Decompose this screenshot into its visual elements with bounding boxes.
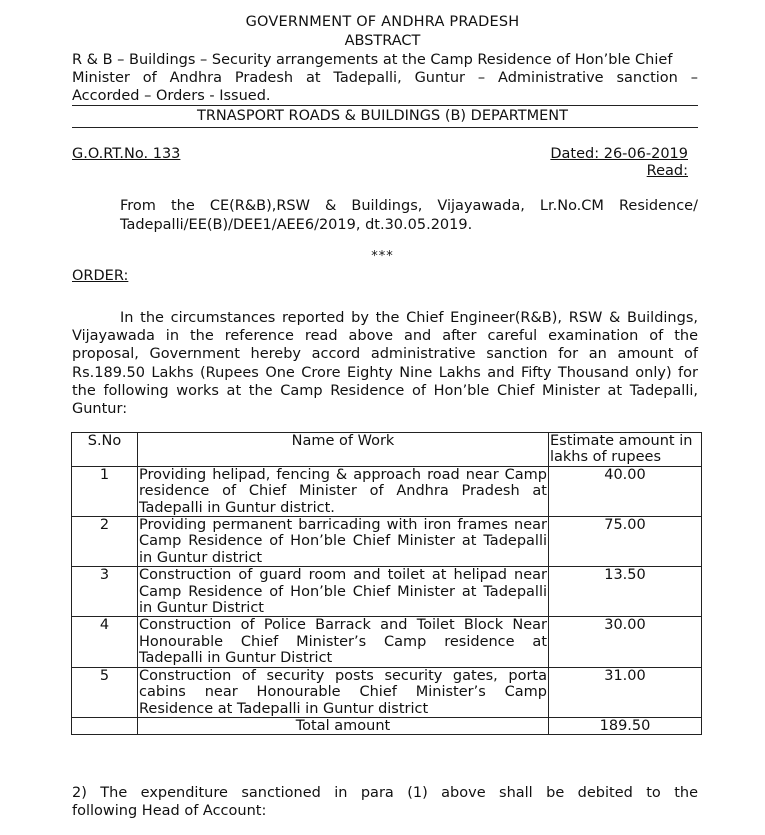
amount-value: 40.00 [604, 466, 646, 483]
row-work [138, 667, 549, 717]
paragraph-2 [72, 784, 698, 820]
abstract-title: ABSTRACT [344, 33, 421, 49]
total-amount-cell [549, 717, 702, 734]
work-line: residence of Chief Minister of Andhra Pradesh at [139, 483, 547, 500]
amount-value: 75.00 [604, 517, 646, 534]
work-line: Tadepalli in Guntur District [139, 650, 333, 667]
order-line: In the circumstances reported by the Chief Engineer(R&B), RSW & Buildings, [120, 310, 698, 326]
work-line: Camp Residence of Hon’ble Chief Minister at Tadepalli [139, 583, 547, 600]
row-work [138, 567, 549, 617]
amount-value: 13.50 [604, 567, 646, 584]
table-row [72, 517, 702, 567]
work-line: in Guntur District [139, 600, 264, 617]
para2-line: following Head of Account: [72, 803, 267, 820]
table-row [72, 466, 702, 516]
row-amount [549, 517, 702, 567]
header-work: Name of Work [138, 433, 549, 467]
work-line: Tadepalli in Guntur district. [139, 499, 335, 516]
order-line: Rs.189.50 Lakhs (Rupees One Crore Eighty Nine Lakhs and Fifty Thousand only) for [72, 364, 698, 381]
government-title: GOVERNMENT OF ANDHRA PRADESH [245, 14, 520, 30]
reference-line: From the CE(R&B),RSW & Buildings, Vijayawada, Lr.No.CM Residence/ [120, 198, 698, 214]
subject-line: R & B – Buildings – Security arrangements at the Camp Residence of Hon’ble Chief [72, 52, 673, 68]
row-amount [549, 567, 702, 617]
work-line: in Guntur district [139, 549, 263, 566]
total-label: Total amount [138, 717, 549, 734]
divider-top [72, 105, 698, 106]
amount-value: 30.00 [604, 617, 646, 634]
subject-line: Minister of Andhra Pradesh at Tadepalli, Guntur – Administrative sanction – [72, 70, 698, 86]
header-amount-line: lakhs of rupees [550, 449, 662, 466]
row-work [138, 617, 549, 667]
order-line: proposal, Government hereby accord administrative sanction for an amount of [72, 346, 698, 363]
order-line: the following works at the Camp Residence of Hon’ble Chief Minister at Tadepalli, [72, 382, 698, 399]
work-line: Construction of security posts security gates, porta [139, 667, 547, 684]
go-date: Dated: 26-06-2019 [550, 146, 688, 162]
work-line: Construction of Police Barrack and Toilet Block Near [139, 617, 547, 634]
row-sno: 4 [72, 617, 138, 667]
read-label: Read: [646, 163, 688, 179]
para2-line: 2) The expenditure sanctioned in para (1) above shall be debited to the [72, 785, 698, 801]
table-header-row [72, 433, 702, 467]
row-work [138, 466, 549, 516]
reference [120, 197, 698, 235]
work-line: Providing helipad, fencing & approach road near Camp [139, 466, 547, 483]
table-row [72, 667, 702, 717]
header-sno: S.No [72, 433, 138, 467]
works-table [71, 432, 702, 735]
work-line: Construction of guard room and toilet at helipad near [139, 567, 547, 584]
total-empty-cell [72, 717, 138, 734]
work-line: Providing permanent barricading with iron frames near [139, 517, 547, 534]
row-amount [549, 667, 702, 717]
separator: *** [371, 249, 394, 264]
row-sno: 2 [72, 517, 138, 567]
table-row [72, 617, 702, 667]
row-sno: 1 [72, 466, 138, 516]
order-line: Vijayawada in the reference read above and after careful examination of the [72, 328, 698, 345]
work-line: Honourable Chief Minister’s Camp residence at [139, 633, 547, 650]
work-line: Residence at Tadepalli in Guntur district [139, 700, 429, 717]
total-amount: 189.50 [599, 717, 651, 734]
row-amount [549, 617, 702, 667]
row-work [138, 517, 549, 567]
department-title: TRNASPORT ROADS & BUILDINGS (B) DEPARTMENT [196, 108, 569, 124]
row-sno: 3 [72, 567, 138, 617]
reference-line: Tadepalli/EE(B)/DEE1/AEE6/2019, dt.30.05.2019. [120, 217, 473, 233]
work-line: cabins near Honourable Chief Minister’s Camp [139, 684, 547, 701]
header-amount-line: Estimate amount in [550, 433, 693, 449]
order-paragraph [72, 309, 698, 418]
row-amount [549, 466, 702, 516]
row-sno: 5 [72, 667, 138, 717]
table-total-row [72, 717, 702, 734]
subject-line: Accorded – Orders - Issued. [72, 88, 271, 104]
order-heading: ORDER: [72, 268, 129, 284]
order-line: Guntur: [72, 401, 128, 418]
amount-value: 31.00 [604, 667, 646, 684]
table-row [72, 567, 702, 617]
subject [72, 51, 698, 105]
go-number: G.O.RT.No. 133 [72, 146, 181, 162]
divider-bottom [72, 127, 698, 128]
work-line: Camp Residence of Hon’ble Chief Minister at Tadepalli [139, 533, 547, 550]
header-amount [549, 433, 702, 467]
